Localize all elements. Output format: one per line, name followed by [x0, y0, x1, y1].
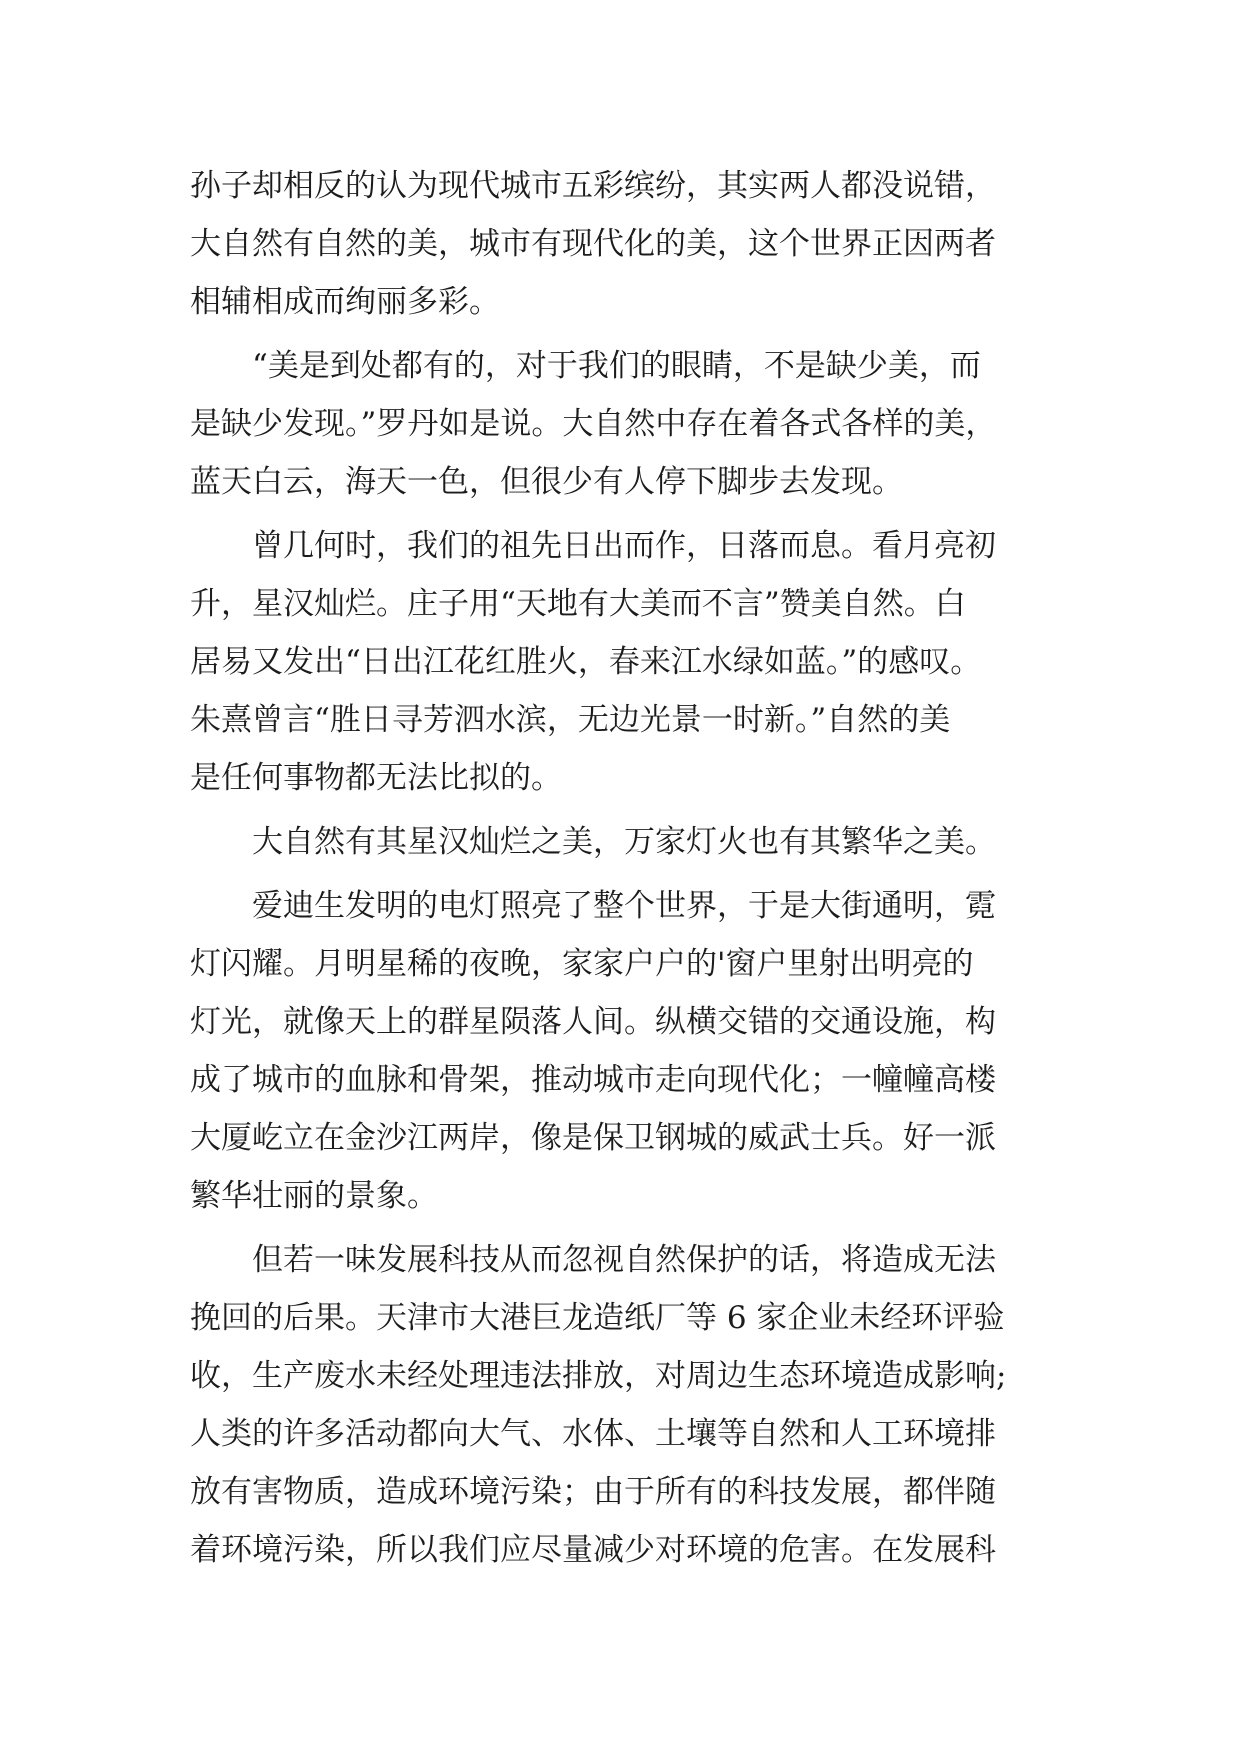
text-line: 大厦屹立在金沙江两岸，像是保卫钢城的威武士兵。好一派 — [190, 1120, 996, 1156]
text-line: 居易又发出“日出江花红胜火，春来江水绿如蓝。”的感叹。 — [190, 644, 982, 680]
paragraph-start-line: “美是到处都有的，对于我们的眼睛，不是缺少美，而 — [252, 348, 981, 384]
text-line: 大自然有自然的美，城市有现代化的美，这个世界正因两者 — [190, 226, 996, 262]
text-line: 繁华壮丽的景象。 — [190, 1178, 438, 1214]
text-line: 升，星汉灿烂。庄子用“天地有大美而不言”赞美自然。白 — [190, 586, 966, 622]
text-line: 着环境污染，所以我们应尽量减少对环境的危害。在发展科 — [190, 1532, 996, 1568]
text-line: 收，生产废水未经处理违法排放，对周边生态环境造成影响; — [190, 1358, 1007, 1394]
text-line: 孙子却相反的认为现代城市五彩缤纷，其实两人都没说错， — [190, 168, 996, 204]
text-line: 是任何事物都无法比拟的。 — [190, 760, 562, 796]
paragraph-start-line: 大自然有其星汉灿烂之美，万家灯火也有其繁华之美。 — [252, 824, 996, 860]
paragraph-start-line: 曾几何时，我们的祖先日出而作，日落而息。看月亮初 — [252, 528, 996, 564]
text-line: 放有害物质，造成环境污染；由于所有的科技发展，都伴随 — [190, 1474, 996, 1510]
text-line: 挽回的后果。天津市大港巨龙造纸厂等 6 家企业未经环评验 — [190, 1300, 1005, 1336]
essay-body — [190, 157, 1060, 1579]
text-line: 蓝天白云，海天一色，但很少有人停下脚步去发现。 — [190, 464, 903, 500]
text-line: 成了城市的血脉和骨架，推动城市走向现代化；一幢幢高楼 — [190, 1062, 996, 1098]
text-line: 灯光，就像天上的群星陨落人间。纵横交错的交通设施，构 — [190, 1004, 996, 1040]
text-line: 灯闪耀。月明星稀的夜晚，家家户户的'窗户里射出明亮的 — [190, 946, 974, 982]
text-line: 朱熹曾言“胜日寻芳泗水滨，无边光景一时新。”自然的美 — [190, 702, 951, 738]
text-line: 相辅相成而绚丽多彩。 — [190, 284, 500, 320]
paragraph-start-line: 但若一味发展科技从而忽视自然保护的话，将造成无法 — [252, 1242, 996, 1278]
text-line: 人类的许多活动都向大气、水体、土壤等自然和人工环境排 — [190, 1416, 996, 1452]
text-line: 是缺少发现。”罗丹如是说。大自然中存在着各式各样的美， — [190, 406, 997, 442]
paragraph-start-line: 爱迪生发明的电灯照亮了整个世界，于是大街通明，霓 — [252, 888, 996, 924]
